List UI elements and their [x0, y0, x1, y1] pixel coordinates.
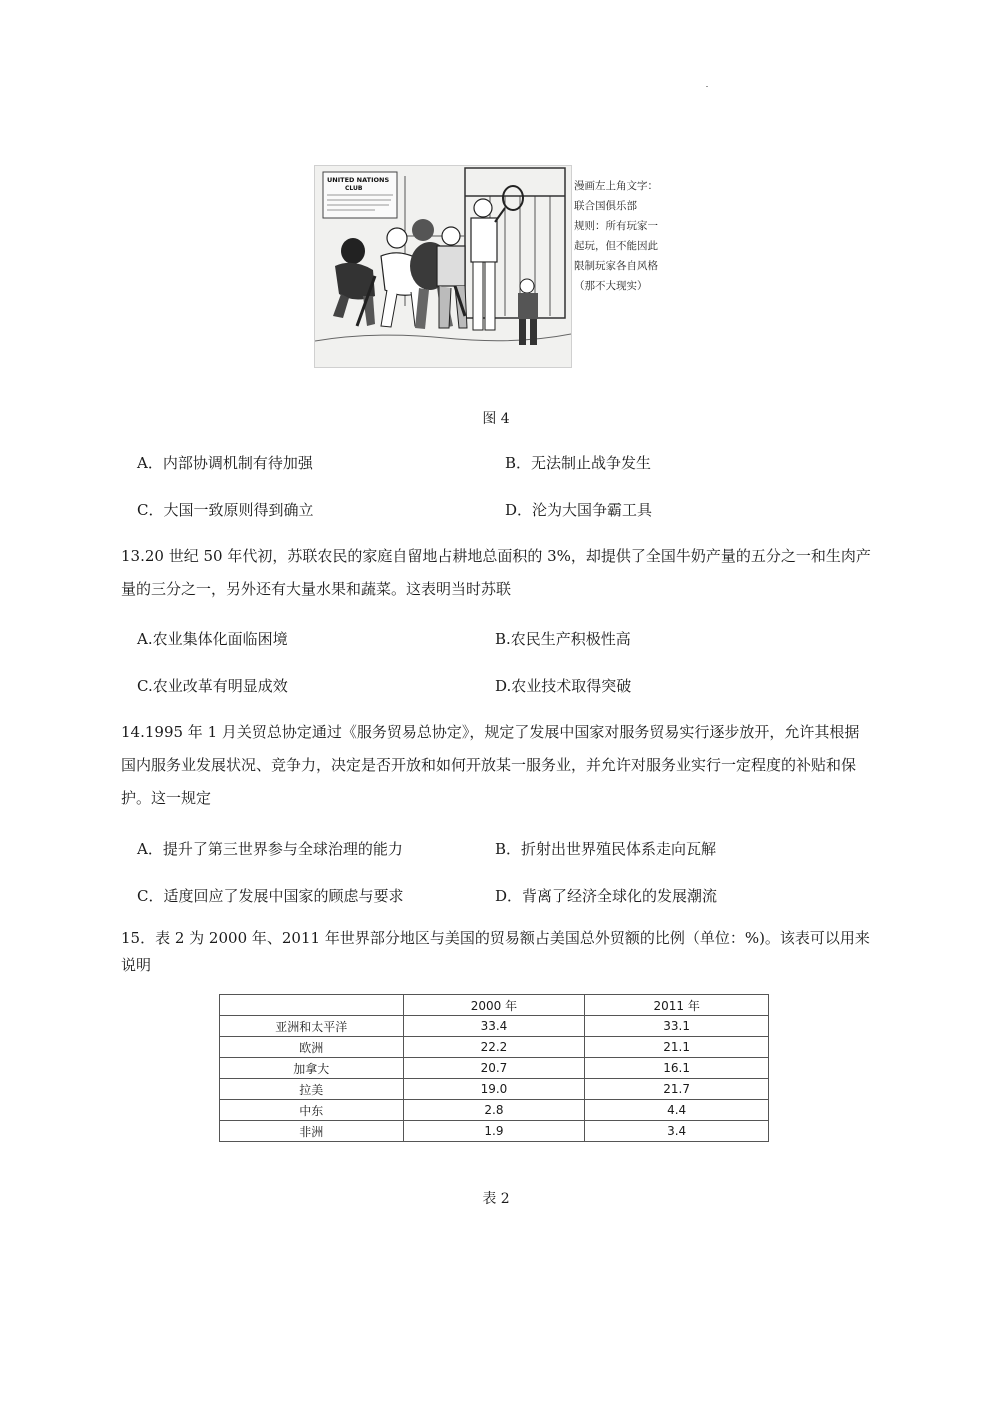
table-header-cell: 2011 年	[585, 995, 769, 1016]
table-cell: 19.0	[403, 1079, 585, 1100]
q14-stem-text: 14.1995 年 1 月关贸总协定通过《服务贸易总协定》，规定了发展中国家对服务贸易实行逐步放开，允许其根据国内服务业发展状况、竞争力，决定是否开放和如何开放某一服务业，并允许对服务业实行一定程度的补贴和保护。这一规定	[121, 723, 860, 807]
table-cell: 33.4	[403, 1016, 585, 1037]
q14-option-c[interactable]: C．适度回应了发展中国家的顾虑与要求	[137, 887, 404, 905]
table-cell: 2.8	[403, 1100, 585, 1121]
cartoon-sign-subtitle: CLUB	[345, 185, 363, 192]
table-row	[220, 1079, 769, 1100]
q14-option-b[interactable]: B．折射出世界殖民体系走向瓦解	[495, 840, 717, 858]
table-cell: 中东	[220, 1100, 404, 1121]
q14-option-d[interactable]: D．背离了经济全球化的发展潮流	[495, 887, 718, 905]
q12-option-b[interactable]: B．无法制止战争发生	[505, 454, 652, 472]
q15-stem	[121, 925, 873, 979]
table-cell: 33.1	[585, 1016, 769, 1037]
q13-option-b[interactable]: B.农民生产积极性高	[495, 630, 631, 648]
table-cell: 1.9	[403, 1121, 585, 1142]
cartoon-caption-line: 限制玩家各自风格	[574, 260, 658, 272]
table-header-cell: 2000 年	[403, 995, 585, 1016]
table-row	[220, 1100, 769, 1121]
q13-stem	[121, 540, 873, 606]
table-cell: 16.1	[585, 1058, 769, 1079]
table-row	[220, 1121, 769, 1142]
cartoon-caption-line: 规则：所有玩家一	[574, 220, 658, 232]
cartoon-caption	[574, 176, 694, 296]
cartoon-caption-line: （那不大现实）	[574, 280, 648, 292]
table-cell: 20.7	[403, 1058, 585, 1079]
q15-stem-text: 15．表 2 为 2000 年、2011 年世界部分地区与美国的贸易额占美国总外贸额的比例（单位：%)。该表可以用来说明	[121, 929, 870, 974]
table-cell: 22.2	[403, 1037, 585, 1058]
table-cell: 加拿大	[220, 1058, 404, 1079]
table-cell: 21.7	[585, 1079, 769, 1100]
scan-speck	[706, 86, 708, 87]
cartoon-image	[314, 165, 572, 368]
table-cell: 非洲	[220, 1121, 404, 1142]
q13-option-d[interactable]: D.农业技术取得突破	[495, 677, 632, 695]
table-row	[220, 1016, 769, 1037]
q13-option-a[interactable]: A.农业集体化面临困境	[137, 630, 288, 648]
table-header-row	[220, 995, 769, 1016]
trade-share-table	[219, 994, 769, 1142]
q13-option-c[interactable]: C.农业改革有明显成效	[137, 677, 288, 695]
table-cell: 亚洲和太平洋	[220, 1016, 404, 1037]
q12-option-a[interactable]: A．内部协调机制有待加强	[137, 454, 313, 472]
cartoon-caption-line: 漫画左上角文字：	[574, 180, 658, 192]
table-row	[220, 1037, 769, 1058]
figure-label: 图 4	[482, 411, 510, 427]
table-cell: 欧洲	[220, 1037, 404, 1058]
q14-stem	[121, 716, 873, 815]
table-row	[220, 1058, 769, 1079]
table-cell: 21.1	[585, 1037, 769, 1058]
q13-stem-text: 13.20 世纪 50 年代初，苏联农民的家庭自留地占耕地总面积的 3%，却提供了全国牛奶产量的五分之一和生肉产量的三分之一，另外还有大量水果和蔬菜。这表明当时苏联	[121, 547, 871, 598]
q12-option-d[interactable]: D．沦为大国争霸工具	[505, 501, 653, 519]
cartoon-caption-line: 联合国俱乐部	[574, 200, 637, 212]
q14-option-a[interactable]: A．提升了第三世界参与全球治理的能力	[137, 840, 403, 858]
table-cell: 拉美	[220, 1079, 404, 1100]
table-cell: 4.4	[585, 1100, 769, 1121]
table-cell: 3.4	[585, 1121, 769, 1142]
cartoon-sign-title: UNITED NATIONS	[327, 176, 390, 184]
table-label: 表 2	[482, 1191, 510, 1207]
cartoon-caption-line: 起玩，但不能因此	[574, 240, 658, 252]
table-header-cell	[220, 995, 404, 1016]
q12-option-c[interactable]: C．大国一致原则得到确立	[137, 501, 314, 519]
